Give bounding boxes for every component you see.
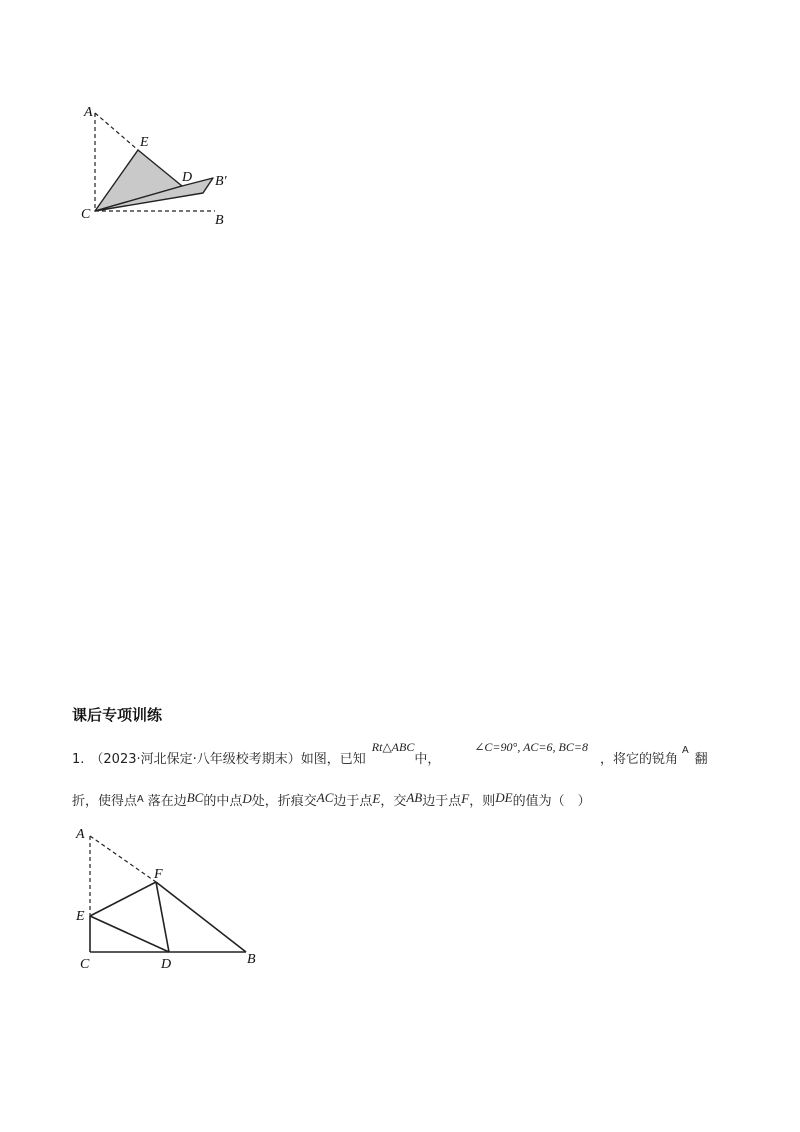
segment-a-e bbox=[95, 113, 138, 150]
label-point-e: E bbox=[140, 135, 149, 150]
problem-text: 处，折痕交 bbox=[251, 794, 317, 809]
math-de: DE bbox=[495, 790, 513, 805]
math-point-a: A bbox=[137, 794, 144, 805]
math-bc: BC bbox=[186, 790, 204, 805]
math-conditions: ∠C=90°, AC=6, BC=8 bbox=[474, 740, 588, 754]
problem-text: 落在边 bbox=[147, 794, 187, 809]
problem-text: 边于点 bbox=[333, 794, 373, 809]
problem-line-1 bbox=[72, 740, 708, 767]
label-point-d: D bbox=[182, 170, 193, 185]
problem-source: （2023·河北保定·八年级校考期末） bbox=[90, 752, 301, 767]
problem-text: ，交 bbox=[380, 794, 407, 809]
math-f: F bbox=[461, 791, 470, 806]
problem-text: 如图，已知 bbox=[300, 752, 366, 767]
math-ac: AC bbox=[316, 790, 334, 805]
label-point-d: D bbox=[161, 957, 172, 972]
problem-text: 边于点 bbox=[422, 794, 462, 809]
label-point-b: B bbox=[215, 213, 224, 228]
bottom-figure bbox=[70, 822, 270, 972]
label-point-f: F bbox=[154, 867, 163, 882]
label-point-a: A bbox=[84, 105, 93, 120]
problem-text: 折，使得点 bbox=[72, 794, 138, 809]
math-rt-abc: Rt△ABC bbox=[371, 740, 415, 754]
label-point-c: C bbox=[81, 207, 91, 222]
math-e: E bbox=[372, 791, 381, 806]
problem-text: 翻 bbox=[694, 752, 708, 767]
problem-text: ，将它的锐角 bbox=[599, 752, 678, 767]
problem-text: 的值为（ ） bbox=[512, 794, 591, 809]
problem-text: 中， bbox=[414, 752, 441, 767]
problem-text: 的中点 bbox=[203, 794, 243, 809]
label-point-b-prime: B′ bbox=[215, 174, 227, 189]
segment-e-d bbox=[90, 916, 169, 952]
top-figure bbox=[70, 98, 250, 230]
problem-text: ，则 bbox=[469, 794, 496, 809]
segment-f-b bbox=[156, 882, 246, 952]
label-point-a: A bbox=[76, 827, 85, 842]
label-point-e: E bbox=[76, 909, 85, 924]
math-ab: AB bbox=[406, 790, 423, 805]
problem-line-2 bbox=[72, 790, 591, 809]
math-d: D bbox=[242, 791, 252, 806]
label-point-b: B bbox=[247, 952, 256, 967]
segment-e-f bbox=[90, 882, 156, 916]
math-angle-a: A bbox=[681, 745, 689, 756]
label-point-c: C bbox=[80, 957, 90, 972]
segment-f-d bbox=[156, 882, 169, 952]
segment-a-f bbox=[90, 836, 156, 882]
problem-number: 1. bbox=[72, 752, 85, 767]
section-heading: 课后专项训练 bbox=[72, 706, 163, 724]
